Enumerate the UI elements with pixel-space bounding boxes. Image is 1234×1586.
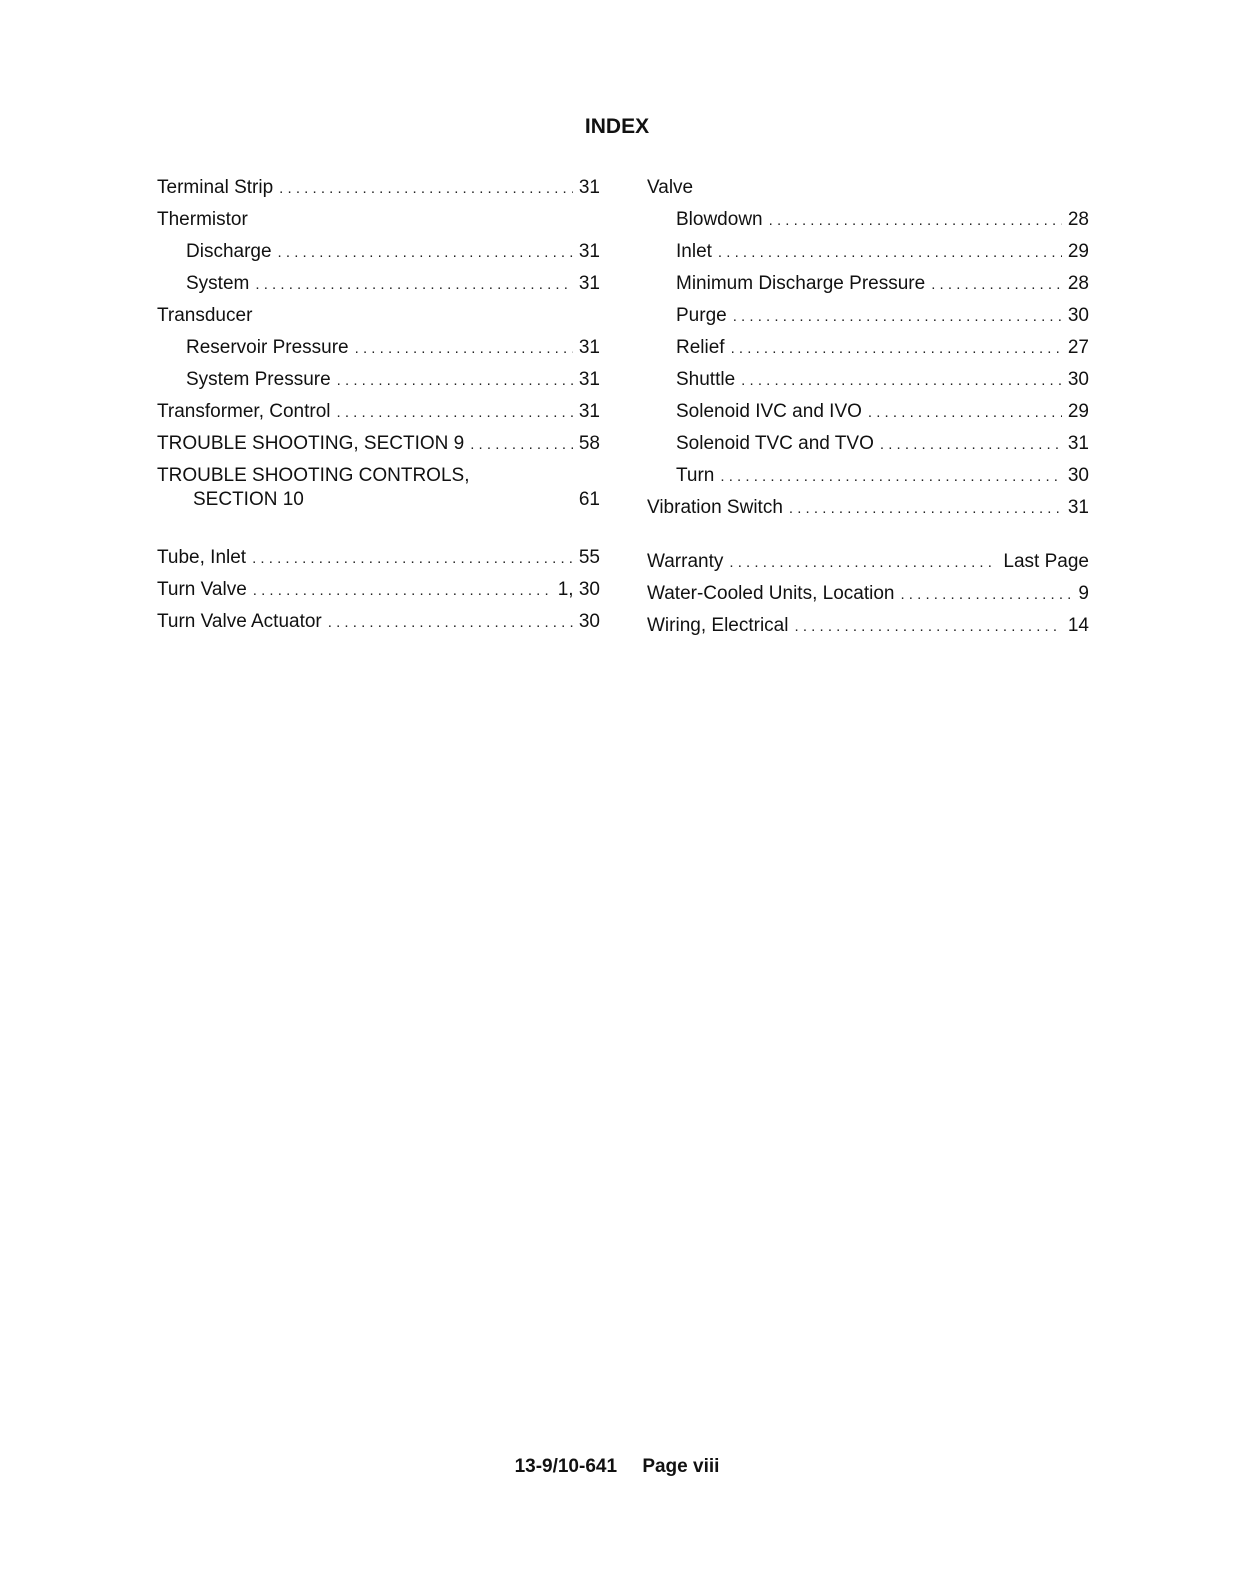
index-list-right xyxy=(647,172,1089,524)
index-entry xyxy=(157,542,600,574)
index-entry-text: Discharge xyxy=(186,241,272,262)
index-entry-page: 31 xyxy=(1067,433,1089,454)
index-entry-page: 30 xyxy=(578,611,600,632)
index-entry-text: Reservoir Pressure xyxy=(186,337,349,358)
index-entry-text: Thermistor xyxy=(157,209,248,230)
index-entry-page: 31 xyxy=(578,241,600,262)
index-entry-page: 31 xyxy=(578,273,600,294)
page-title: INDEX xyxy=(584,115,650,138)
leader-dots xyxy=(279,173,573,205)
leader-dots xyxy=(337,397,573,429)
index-entry xyxy=(647,578,1089,610)
index-entry-page: 30 xyxy=(1067,305,1089,326)
leader-dots xyxy=(729,547,997,579)
index-entry xyxy=(647,236,1089,268)
index-entry xyxy=(647,268,1089,300)
index-right-column xyxy=(647,172,1089,642)
index-entry-text: Turn Valve xyxy=(157,579,247,600)
leader-dots xyxy=(255,269,573,301)
index-entry-page: 31 xyxy=(578,369,600,390)
spacer xyxy=(157,520,600,542)
index-entry-page: 1, 30 xyxy=(557,579,600,600)
leader-dots xyxy=(355,333,573,365)
index-entry xyxy=(647,428,1089,460)
index-entry-page: 14 xyxy=(1067,615,1089,636)
index-entry-text: Wiring, Electrical xyxy=(647,615,789,636)
index-entry-page: 30 xyxy=(1067,465,1089,486)
index-entry-text: Relief xyxy=(676,337,725,358)
leader-dots xyxy=(880,429,1062,461)
index-entry-page: 31 xyxy=(578,337,600,358)
leader-dots xyxy=(252,543,573,575)
leader-dots xyxy=(253,575,552,607)
index-entry-text: System xyxy=(186,273,250,294)
index-entry-page: 28 xyxy=(1067,273,1089,294)
index-entry-page: 29 xyxy=(1067,241,1089,262)
leader-dots xyxy=(278,237,573,269)
index-entry-text: Solenoid TVC and TVO xyxy=(676,433,874,454)
index-entry-two-line xyxy=(157,464,600,520)
index-entry-text: Inlet xyxy=(676,241,712,262)
index-entry-page: 29 xyxy=(1067,401,1089,422)
index-entry-text-line1: TROUBLE SHOOTING CONTROLS, xyxy=(157,465,470,486)
index-entry-text: Minimum Discharge Pressure xyxy=(676,273,926,294)
index-list-left xyxy=(157,172,600,460)
index-entry-text: Transformer, Control xyxy=(157,401,331,422)
leader-dots xyxy=(337,365,573,397)
index-entry-text: System Pressure xyxy=(186,369,331,390)
index-entry xyxy=(647,300,1089,332)
page-footer xyxy=(0,1456,1234,1478)
index-entry-page: 61 xyxy=(578,489,600,510)
leader-dots xyxy=(900,579,1072,611)
index-entry xyxy=(157,204,600,236)
index-entry xyxy=(157,332,600,364)
index-entry-page: 31 xyxy=(1067,497,1089,518)
index-entry xyxy=(647,492,1089,524)
index-entry xyxy=(157,574,600,606)
index-entry-text: Turn xyxy=(676,465,715,486)
leader-dots xyxy=(931,269,1062,301)
index-entry-text-line2: SECTION 10 xyxy=(193,489,304,510)
index-entry xyxy=(157,396,600,428)
index-entry-text: Purge xyxy=(676,305,727,326)
document-number: 13-9/10-641 xyxy=(514,1456,618,1477)
leader-dots xyxy=(789,493,1062,525)
index-entry xyxy=(157,364,600,396)
index-entry xyxy=(647,332,1089,364)
index-entry-text: Tube, Inlet xyxy=(157,547,247,568)
leader-dots xyxy=(731,333,1062,365)
index-entry xyxy=(647,546,1089,578)
index-entry-text: Turn Valve Actuator xyxy=(157,611,322,632)
index-entry-page: 30 xyxy=(1067,369,1089,390)
leader-dots xyxy=(794,611,1061,643)
leader-dots xyxy=(328,607,573,639)
index-entry xyxy=(157,236,600,268)
index-entry-page: 55 xyxy=(578,547,600,568)
index-entry-text: Solenoid IVC and IVO xyxy=(676,401,862,422)
index-entry-text: Shuttle xyxy=(676,369,736,390)
index-entry-text: Vibration Switch xyxy=(647,497,783,518)
index-entry-page: 27 xyxy=(1067,337,1089,358)
index-entry-page: 28 xyxy=(1067,209,1089,230)
index-entry-page: 9 xyxy=(1078,583,1089,604)
index-entry xyxy=(157,300,600,332)
leader-dots xyxy=(769,205,1062,237)
index-entry-text: TROUBLE SHOOTING, SECTION 9 xyxy=(157,433,465,454)
leader-dots xyxy=(741,365,1062,397)
index-left-column xyxy=(157,172,600,638)
page-number: Page viii xyxy=(642,1456,720,1477)
index-entry xyxy=(157,606,600,638)
index-entry-text: Warranty xyxy=(647,551,724,572)
index-entry-text: Terminal Strip xyxy=(157,177,274,198)
leader-dots xyxy=(733,301,1062,333)
index-entry xyxy=(647,460,1089,492)
leader-dots xyxy=(718,237,1062,269)
index-entry xyxy=(647,610,1089,642)
index-entry-page: 31 xyxy=(578,401,600,422)
index-entry-text: Blowdown xyxy=(676,209,763,230)
index-entry xyxy=(647,204,1089,236)
index-entry-page: 58 xyxy=(578,433,600,454)
index-entry xyxy=(157,268,600,300)
leader-dots xyxy=(720,461,1061,493)
index-entry xyxy=(647,364,1089,396)
index-entry-page: 31 xyxy=(578,177,600,198)
index-entry-page: Last Page xyxy=(1003,551,1089,572)
leader-dots xyxy=(470,429,573,461)
spacer xyxy=(647,524,1089,546)
index-entry xyxy=(647,396,1089,428)
index-entry-text: Transducer xyxy=(157,305,253,326)
index-list-right-after xyxy=(647,546,1089,642)
index-entry xyxy=(157,172,600,204)
index-entry-text: Water-Cooled Units, Location xyxy=(647,583,895,604)
leader-dots xyxy=(868,397,1062,429)
index-entry xyxy=(157,428,600,460)
index-list-left-after xyxy=(157,542,600,638)
index-entry xyxy=(647,172,1089,204)
index-entry-text: Valve xyxy=(647,177,694,198)
